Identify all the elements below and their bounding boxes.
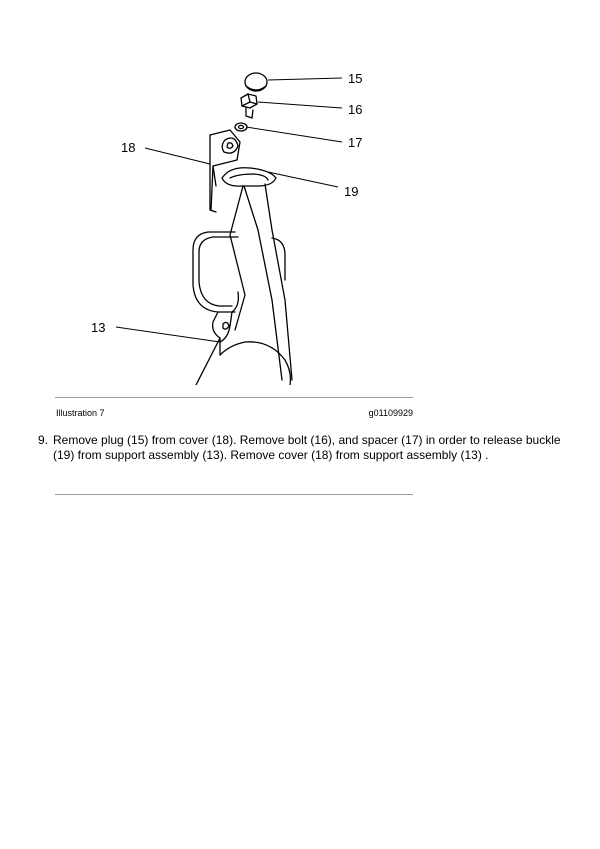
callout-17: 17	[348, 135, 363, 150]
callout-13: 13	[91, 320, 106, 335]
callout-18: 18	[121, 140, 136, 155]
seat-belt-illustration	[80, 60, 380, 385]
spacer-part	[235, 123, 247, 131]
leader-17	[246, 127, 342, 142]
step-number: 9.	[38, 433, 49, 447]
buckle-part	[222, 168, 276, 186]
leader-15	[268, 78, 342, 80]
graphic-id: g01109929	[368, 408, 413, 418]
caption-divider-top	[55, 397, 413, 398]
leader-13	[116, 327, 220, 342]
callout-19: 19	[344, 184, 359, 199]
belt-strap	[230, 184, 292, 380]
leader-lines	[116, 78, 342, 342]
plug-part	[245, 73, 267, 91]
leader-19	[268, 172, 338, 187]
bolt-part	[241, 94, 257, 118]
cover-part	[210, 130, 240, 212]
step-divider-bottom	[55, 494, 413, 495]
callout-16: 16	[348, 102, 363, 117]
callout-15: 15	[348, 71, 363, 86]
leader-18	[145, 148, 210, 164]
leader-16	[258, 102, 342, 108]
illustration-caption: Illustration 7	[56, 408, 105, 418]
seat-belt-buckle-drawing	[80, 60, 380, 385]
procedure-step	[38, 433, 568, 463]
step-text: Remove plug (15) from cover (18). Remove bolt (16), and spacer (17) in order to release buckle (19) from support assembly (13). Remove cover (18) from support assembly (13) .	[53, 433, 561, 462]
